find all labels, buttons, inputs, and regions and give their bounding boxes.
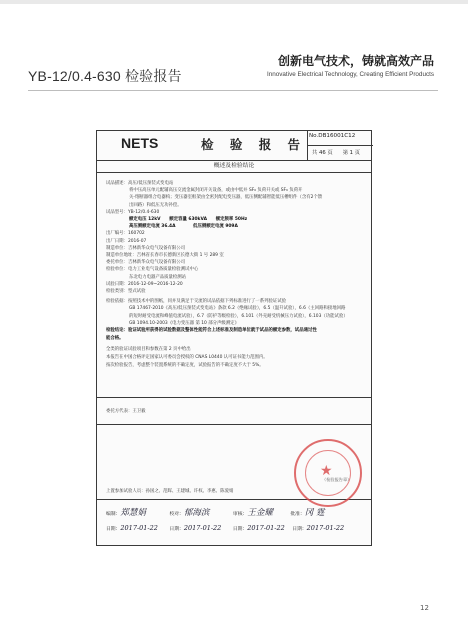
field-label: 试品型号： <box>106 209 128 215</box>
report-field-line <box>106 253 224 259</box>
header-divider <box>28 90 438 91</box>
section-divider <box>97 424 371 425</box>
field-value: 出回路）和低压无功补偿。 <box>129 202 182 208</box>
date-label: 日期： <box>106 527 121 532</box>
report-field-line <box>129 321 239 327</box>
report-field-line <box>106 239 146 245</box>
field-value: 东北电力电器产品质量检测站 <box>129 274 187 280</box>
report-field-line <box>129 195 322 201</box>
report-field-line <box>106 210 159 216</box>
date-row <box>106 524 344 532</box>
field-value: 将中压高压单元配辅高压交流金属封闭开关设备，或由中低并 SF₆ 负荷开关或 SF₆ 负荷开 <box>129 188 303 194</box>
field-value: YB-12/0.4-630 <box>127 209 160 215</box>
report-field-line <box>129 203 182 209</box>
field-value: GB 17467-2010《高压/低压预装式变电站》条款 6.2（绝缘试验），6.5（温升试验），6.6（主回路和接地回路 <box>129 306 346 312</box>
date-value: 2017-01-22 <box>247 524 285 532</box>
client-representative <box>106 409 146 415</box>
seal-star-icon: ★ <box>320 463 333 479</box>
top-rule <box>0 0 468 4</box>
field-value: 吉林新华众电气设备有限公司 <box>127 260 186 266</box>
field-label: 检验类别： <box>106 289 128 294</box>
report-field-line <box>106 267 198 273</box>
sig-role: 校对： <box>169 512 184 517</box>
report-field-line <box>106 299 286 305</box>
signature-proofreader: 郁海滨 <box>183 508 210 518</box>
section-divider <box>97 397 371 398</box>
report-field-line <box>106 231 145 237</box>
sig-role: 编制： <box>106 512 121 517</box>
field-value: 关-熔断器组合电器构；变压器室框架由全密封配电变压器，低压侧配辅智能低压槽组件（含有2个馈 <box>129 195 323 201</box>
report-title: 检 验 报 告 <box>201 137 307 152</box>
participants <box>106 489 233 495</box>
field-label: 出厂编号： <box>106 231 128 237</box>
field-value: 高压/低压预装式变电站 <box>127 181 174 186</box>
report-field-line <box>129 275 186 281</box>
field-label: 委托单位： <box>106 260 128 266</box>
field-label: 制造单位： <box>106 245 128 251</box>
report-field-line <box>106 260 185 266</box>
field-label: 出厂日期： <box>106 238 128 244</box>
summary-title: 概述及检验结论 <box>97 160 371 173</box>
field-value: GB 1094.10-2003《电力变压器 第 10 部分声级测定》 <box>129 320 239 326</box>
signature-compiler: 郑慧娟 <box>120 508 146 518</box>
sig-role: 审核： <box>232 512 248 517</box>
report-field-line <box>106 181 173 187</box>
signature-row <box>106 506 324 518</box>
report-field-line <box>129 217 247 223</box>
field-label: 检验单位： <box>106 267 128 273</box>
signature-approver: 冈 霆 <box>304 508 325 518</box>
date-label: 日期： <box>292 527 307 532</box>
sig-role: 批准： <box>290 512 305 517</box>
participants-label: 上置参加试验人员： <box>106 489 146 494</box>
field-value: 吉林省长春市长德新区长德大街 1 号 289 室 <box>136 253 224 258</box>
header-divider-horizontal <box>307 145 373 146</box>
report-number: No.DB16001C12 <box>309 133 356 139</box>
rep-label: 委托方代表： <box>106 409 133 414</box>
field-value: 2016-07 <box>127 238 147 244</box>
slogan-cn: 创新电气技术，铸就高效产品 <box>277 54 434 68</box>
report-field-line <box>129 306 345 312</box>
slogan-en: Innovative Electrical Technology, Creating Efficient Products <box>267 71 434 78</box>
official-seal <box>294 439 362 507</box>
field-value: 型式试验 <box>127 289 146 294</box>
field-value: 吉林新华众电气设备有限公司 <box>127 245 186 251</box>
field-label: 检验依据： <box>106 299 128 305</box>
conclusion-label: 检验结论：验证试验所获得的试验数据及整体性能符合上述标准及制造单位就于试品的额定参数，试品通过性 <box>106 328 317 333</box>
report-field-line <box>106 246 185 252</box>
field-label: 试品描述： <box>106 181 128 186</box>
field-label: 试验日期： <box>106 281 128 287</box>
date-label: 日期： <box>232 527 248 532</box>
page-header-title: YB-12/0.4-630 检验报告 <box>28 68 182 84</box>
conclusion-line: 本报告在中国合格评定国家认可委员会授权的 CNAS L0440 认可证书能力范围内。 <box>106 355 268 360</box>
field-value: 电力工业电气设备质量检验测试中心 <box>127 267 199 273</box>
participants-names: 孙国之、范晖、王建城、许权、李惠、陈爱娟 <box>145 489 234 494</box>
current-page: 第 1 页 <box>342 150 361 156</box>
report-field-line <box>129 188 302 194</box>
field-value: 额定电压 12kV 额定容量 630kVA 额定频率 50Hz <box>129 217 248 222</box>
field-value: 2016-12-09~2016-12-20 <box>127 281 183 287</box>
conclusion-label-cont: 能合格。 <box>106 336 124 341</box>
nets-logo: NETS <box>121 135 159 151</box>
page-number: 12 <box>420 604 429 612</box>
signature-reviewer: 王金耀 <box>247 508 273 518</box>
report-field-line <box>129 224 238 230</box>
date-value: 2017-01-22 <box>306 524 345 532</box>
field-value: 160702 <box>127 231 145 237</box>
field-value: 按照技术中的图纸，同并及满足于交流的试品依据下列标准进行了一系列验证试验 <box>127 299 287 305</box>
report-header <box>97 131 371 161</box>
date-value: 2017-01-22 <box>120 524 158 532</box>
conclusion-line: 按次检验报告，考虑整个装置系统的不确定度，试验报告的不确定度不大于 5%。 <box>106 363 264 368</box>
field-label: 制造单位地址： <box>106 253 137 258</box>
report-field-line <box>106 289 146 295</box>
report-field-line <box>106 282 183 288</box>
stamp-label: （检验报告章） <box>322 477 352 482</box>
report-field-line <box>129 314 348 320</box>
field-value: 高压侧额定电流 36.4A 低压侧额定电流 909A <box>129 224 238 230</box>
total-pages: 共 46 页 <box>312 150 333 156</box>
field-value: 的短时耐受电流和峰值电流试验），6.7（防护等级检验），6.101（外壳耐受机械压力试验），6.103（功能试验） <box>129 313 348 319</box>
conclusion-line: 全类的验证试验项目和参数在第 2 页中给出 <box>106 347 191 352</box>
date-label: 日期： <box>169 527 184 532</box>
date-value: 2017-01-22 <box>183 524 222 532</box>
rep-name: 王卫毅 <box>132 409 146 414</box>
page-count <box>312 148 370 156</box>
test-report-document <box>96 130 372 546</box>
